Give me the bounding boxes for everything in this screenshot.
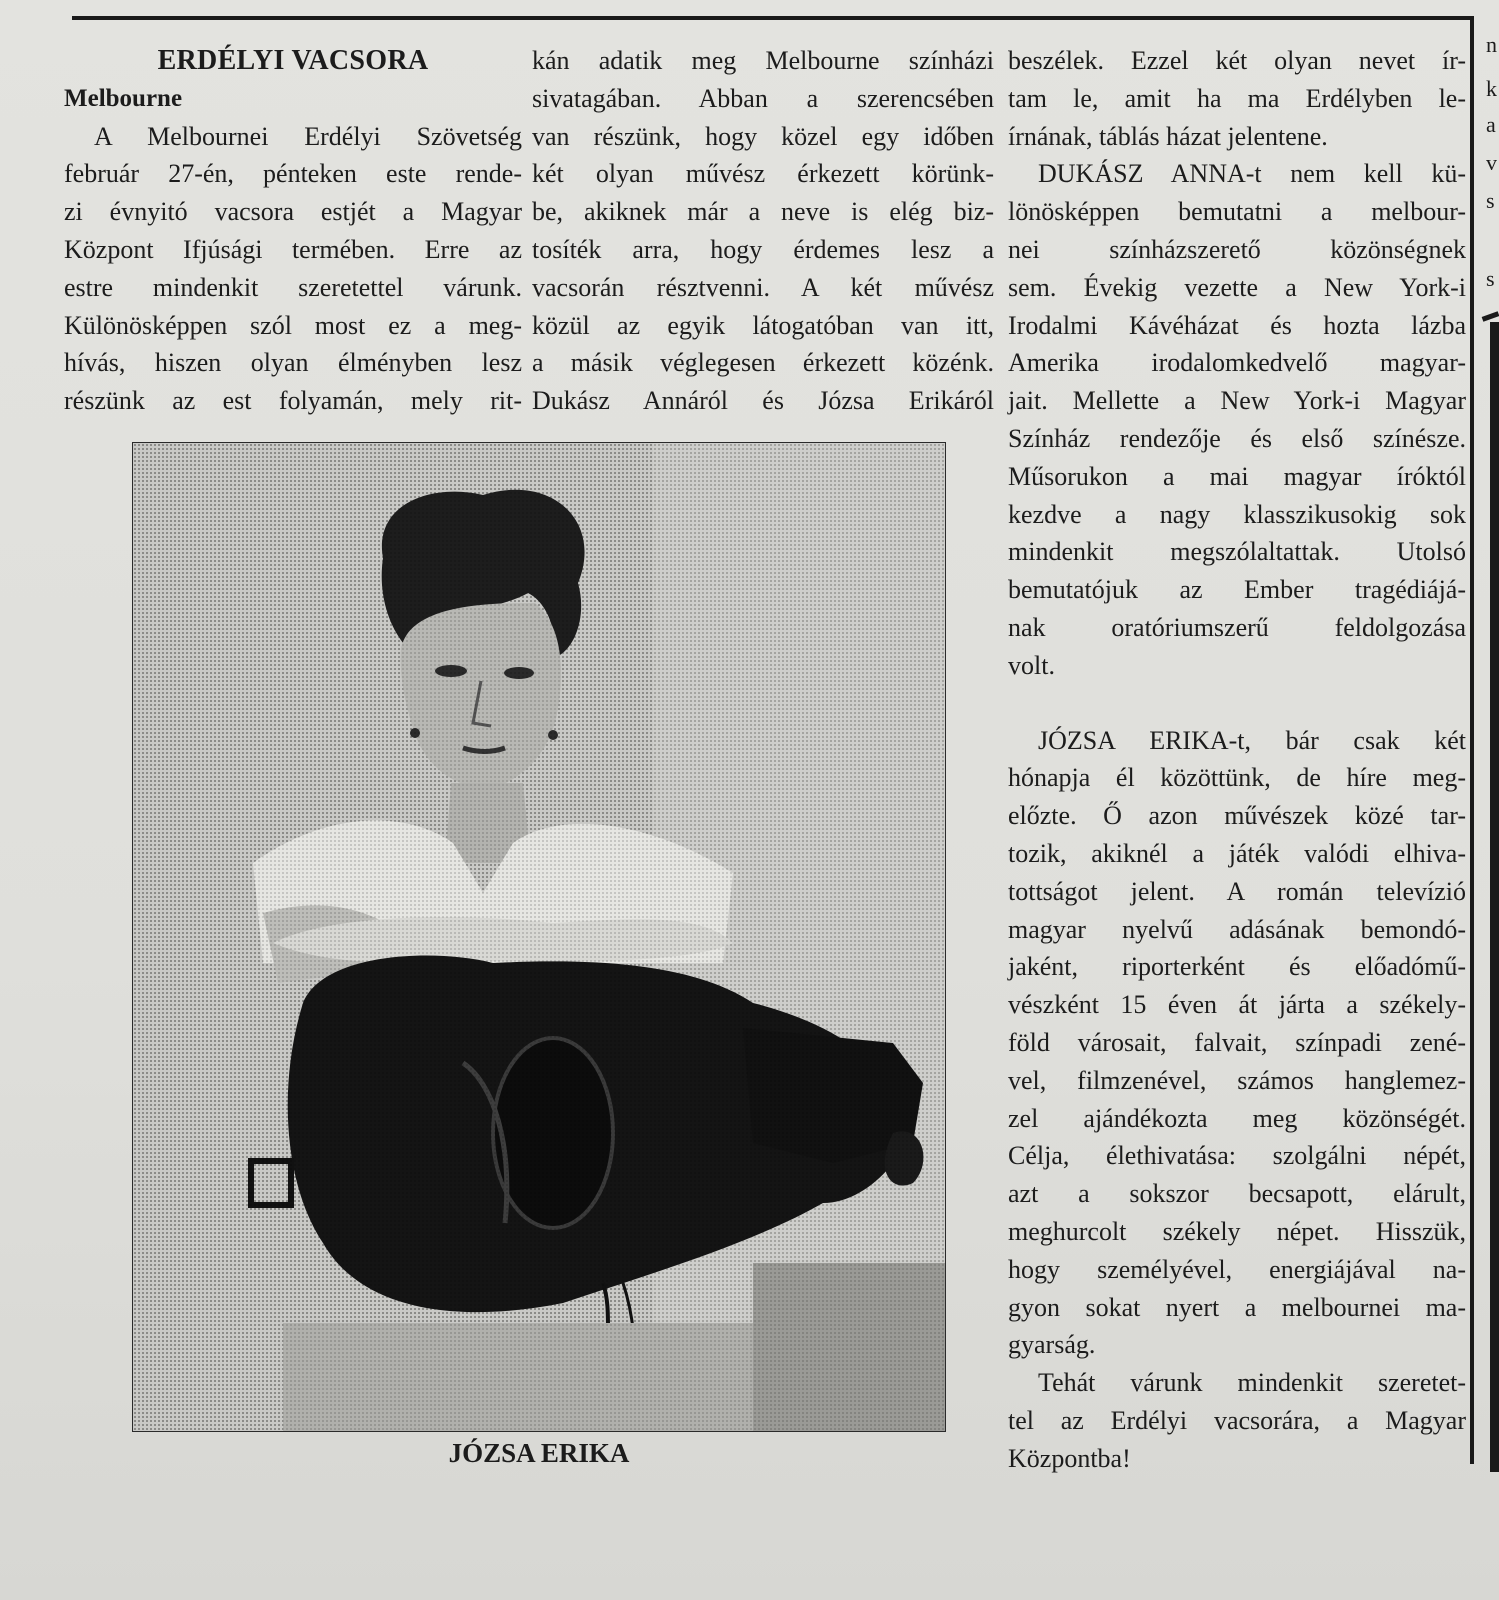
article-line: hogy személyével, energiájával na- xyxy=(1008,1254,1466,1284)
article-line: Dukász Annáról és Józsa Erikáról xyxy=(532,386,994,416)
article-line: vészként 15 éven át járta a székely- xyxy=(1008,990,1466,1020)
article-line: zel ajándékozta meg közönségét. xyxy=(1008,1103,1466,1133)
article-line: azt a sokszor becsapott, elárult, xyxy=(1008,1179,1466,1209)
article-line: Különösképpen szól most ez a meg- xyxy=(64,310,522,340)
article-line: sem. Évekig vezette a New York-i xyxy=(1008,272,1466,302)
article-line: nei színházszerető közönségnek xyxy=(1008,234,1466,264)
article-column-2 xyxy=(532,42,994,420)
article-line: nak oratóriumszerű feldolgozása xyxy=(1008,612,1466,642)
article-line: előzte. Ő azon művészek közé tar- xyxy=(1008,801,1466,831)
article-line: Amerika irodalomkedvelő magyar- xyxy=(1008,348,1466,378)
right-rule xyxy=(1470,16,1474,1464)
article-line: DUKÁSZ ANNA-t nem kell kü- xyxy=(1038,159,1466,189)
article-line: írnának, táblás házat jelentene. xyxy=(1008,121,1328,151)
article-line: magyar nyelvű adásának bemondó- xyxy=(1008,914,1466,944)
article-line: vacsorán résztvenni. A két művész xyxy=(532,272,994,302)
article-line: gyon sokat nyert a melbournei ma- xyxy=(1008,1292,1466,1322)
photo-caption: JÓZSA ERIKA xyxy=(448,1438,630,1468)
article-line: estre mindenkit szeretettel várunk. xyxy=(64,272,522,302)
article-line: tosíték arra, hogy érdemes lesz a xyxy=(532,234,994,264)
article-line: Célja, élethivatása: szolgálni népét, xyxy=(1008,1141,1466,1171)
article-line: volt. xyxy=(1008,650,1055,680)
article-line: Irodalmi Kávéházat és hozta lázba xyxy=(1008,310,1466,340)
edge-letter: v xyxy=(1486,150,1497,175)
article-line: JÓZSA ERIKA-t, bár csak két xyxy=(1038,725,1466,755)
article-line: Tehát várunk mindenkit szeretet- xyxy=(1038,1368,1466,1398)
article-line: vel, filmzenével, számos hanglemez- xyxy=(1008,1065,1466,1095)
article-line: föld városait, falvait, színpadi zené- xyxy=(1008,1027,1466,1057)
article-dateline: Melbourne xyxy=(64,84,183,112)
article-line: be, akiknek már a neve is elég biz- xyxy=(532,197,994,227)
neighbour-box-border xyxy=(1490,322,1499,1472)
article-line: tel az Erdélyi vacsorára, a Magyar xyxy=(1008,1405,1466,1435)
edge-letter: s xyxy=(1486,188,1495,213)
article-column-3 xyxy=(1008,42,1466,1477)
portrait-photo xyxy=(132,442,946,1432)
article-line: tozik, akiknél a játék valódi elhiva- xyxy=(1008,838,1466,868)
article-line: február 27-én, pénteken este rende- xyxy=(64,159,522,189)
article-line: van részünk, hogy közel egy időben xyxy=(532,121,994,151)
article-line: beszélek. Ezzel két olyan nevet ír- xyxy=(1008,46,1466,75)
article-line: Központ Ifjúsági termében. Erre az xyxy=(64,234,522,264)
article-line: közül az egyik látogatóban van itt, xyxy=(532,310,994,340)
article-line: jait. Mellette a New York-i Magyar xyxy=(1008,386,1466,416)
top-rule xyxy=(72,16,1474,20)
article-line: tam le, amit ha ma Erdélyben le- xyxy=(1008,83,1466,113)
edge-letter: n xyxy=(1486,32,1497,57)
article-line: zi évnyitó vacsora estjét a Magyar xyxy=(64,197,522,227)
article-line: meghurcolt székely népet. Hisszük, xyxy=(1008,1216,1466,1246)
article-line: kán adatik meg Melbourne színházi xyxy=(532,46,994,75)
article-line: Központba! xyxy=(1008,1443,1131,1473)
edge-letter: k xyxy=(1486,76,1497,101)
article-line: gyarság. xyxy=(1008,1330,1096,1360)
article-line: mindenkit megszólaltattak. Utolsó xyxy=(1008,537,1466,567)
edge-letter: s xyxy=(1486,266,1495,291)
article-line: jaként, riporterként és előadómű- xyxy=(1008,952,1466,982)
article-line: A Melbournei Erdélyi Szövetség xyxy=(94,121,522,151)
article-line: Műsorukon a mai magyar íróktól xyxy=(1008,461,1466,491)
article-line: hónapja él közöttünk, de híre meg- xyxy=(1008,763,1466,793)
article-headline: ERDÉLYI VACSORA xyxy=(157,45,429,76)
edge-letter: a xyxy=(1486,112,1496,137)
article-line: bemutatójuk az Ember tragédiájá- xyxy=(1008,575,1466,605)
article-line: hívás, hiszen olyan élményben lesz xyxy=(64,348,522,378)
article-column-1 xyxy=(64,42,522,420)
article-line: két olyan művész érkezett körünk- xyxy=(532,159,994,189)
neighbour-box-corner xyxy=(1482,311,1499,322)
article-line: a másik véglegesen érkezett közénk. xyxy=(532,348,994,378)
paragraph-gap xyxy=(1008,685,1466,722)
article-line: tottságot jelent. A román televízió xyxy=(1008,876,1466,906)
article-line: Színház rendezője és első színésze. xyxy=(1008,423,1466,453)
article-line: részünk az est folyamán, mely rit- xyxy=(64,386,522,416)
article-line: sivatagában. Abban a szerencsében xyxy=(532,83,994,113)
article-line: lönösképpen bemutatni a melbour- xyxy=(1008,197,1466,227)
article-line: kezdve a nagy klasszikusokig sok xyxy=(1008,499,1466,529)
